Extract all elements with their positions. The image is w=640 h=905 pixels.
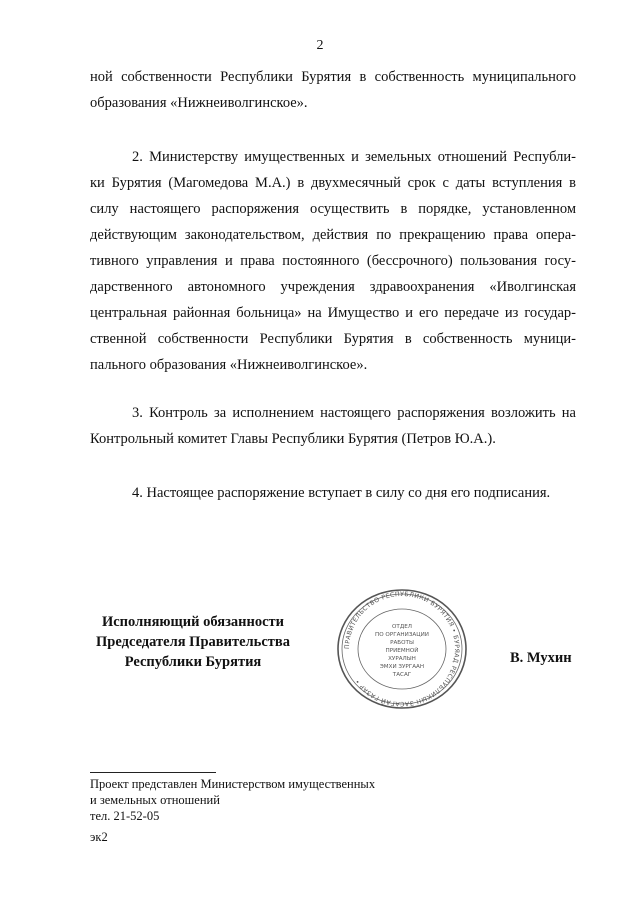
signatory-name: В. Мухин (510, 650, 572, 666)
footnote-line: тел. 21-52-05 (90, 809, 160, 823)
signatory-title (90, 612, 296, 672)
footnote-divider (90, 772, 216, 773)
paragraph-line: тивного управления и права постоянного (бессрочного) пользования госу- (90, 253, 576, 269)
paragraph-1 (90, 64, 576, 116)
paragraph-line: ной собственности Республики Бурятия в собственность муниципального (90, 69, 576, 85)
paragraph-line: 3. Контроль за исполнением настоящего распоряжения возложить на (132, 405, 576, 421)
seal-center-line: ХУРАЛЫН (388, 656, 416, 662)
footnote-line: Проект представлен Министерством имущественных (90, 777, 376, 791)
paragraph-3 (90, 400, 576, 452)
page-number: 2 (316, 38, 324, 53)
seal-ring-text-path: ПРАВИТЕЛЬСТВО РЕСПУБЛИКИ БУРЯТИЯ • БУРЯАД РЕСПУБЛИКЫН ЗАСАГАЙ ГАЗАР • (343, 590, 461, 708)
seal-center-line: ЭМХИ ЗУРГААН (379, 664, 425, 670)
paragraph-line: образования «Нижнеиволгинское». (90, 95, 308, 111)
signatory-title-line: Председателя Правительства (96, 634, 290, 650)
signatory-title-line: Республики Бурятия (124, 654, 262, 670)
paragraph-4 (90, 480, 576, 506)
signatory-title-line: Исполняющий обязанности (101, 614, 285, 630)
paragraph-line: центральная районная больница» на Имущество и его передаче из государ- (90, 305, 576, 321)
official-seal (336, 588, 468, 710)
paragraph-line: Контрольный комитет Главы Республики Бурятия (Петров Ю.А.). (90, 431, 496, 447)
paragraph-line: ственной собственности Республики Бурятия в собственность муници- (90, 331, 576, 347)
paragraph-line: силу настоящего распоряжения осуществить в порядке, установленном (90, 201, 576, 217)
paragraph-line: пального образования «Нижнеиволгинское». (90, 357, 368, 373)
paragraph-line: действующим законодательством, действия по прекращению права опера- (90, 227, 576, 243)
paragraph-2 (90, 144, 576, 378)
footnote-line: и земельных отношений (90, 793, 220, 807)
seal-center-line: РАБОТЫ (390, 640, 414, 646)
paragraph-line: ки Бурятия (Магомедова М.А.) в двухмесячный срок с даты вступления в (90, 175, 576, 191)
seal-center-text (375, 624, 429, 678)
paragraph-line: 4. Настоящее распоряжение вступает в силу со дня его подписания. (132, 485, 551, 501)
seal-center-line: ПО ОРГАНИЗАЦИИ (375, 632, 429, 638)
document-code: эк2 (90, 830, 108, 844)
paragraph-line: 2. Министерству имущественных и земельных отношений Республи- (132, 149, 576, 165)
seal-center-line: ОТДЕЛ (392, 624, 412, 630)
paragraph-line: дарственного автономного учреждения здравоохранения «Иволгинская (90, 279, 576, 295)
seal-center-line: ТАСАГ (392, 672, 412, 678)
footnote (90, 776, 375, 824)
seal-center-line: ПРИЕМНОЙ (385, 648, 419, 654)
